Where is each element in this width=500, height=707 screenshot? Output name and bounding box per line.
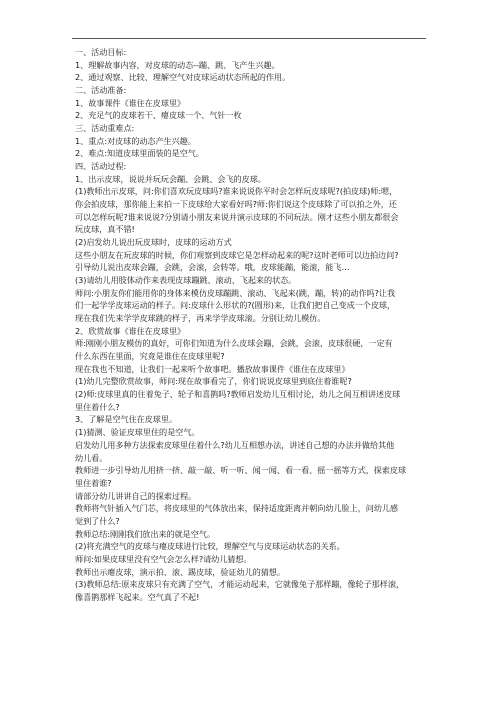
paragraph-line: 启发幼儿用多种方法探索皮球里住着什么?幼儿互相想办法，讲述自己想的办法并做给其他 xyxy=(75,439,395,450)
process-step-1: 1、出示皮球，说说并玩玩会蹦、会跳、会飞的皮球。 xyxy=(75,173,266,184)
paragraph-line: (2)启发幼儿说出玩皮球时，皮球的运动方式 xyxy=(75,237,232,248)
paragraph-line: 里住着谁? xyxy=(75,477,112,488)
key-point-2: 2、难点:知道皮球里面装的是空气。 xyxy=(75,148,204,159)
paragraph-line: (2)师:皮球里真的住着兔子、轮子和喜鹊吗?教师启发幼儿互相讨论，幼儿之间互相讲述皮球 xyxy=(75,389,401,400)
heading-objectives: 一、活动目标: xyxy=(75,47,127,57)
objective-1: 1、理解故事内容，对皮球的动态--蹦、跳、飞产生兴趣。 xyxy=(75,59,280,70)
paragraph-line: 引导幼儿说出皮球会蹦，会跳，会滚，会转等。哦，皮球能蹦，能滚，能飞… xyxy=(75,262,350,273)
paragraph-line: 师问:小朋友你们能用你的身体来模仿皮球蹦跳、滚动、飞起来(跳，蹦，转)的动作吗?让我 xyxy=(75,287,396,298)
paragraph-line: 可以怎样玩呢?谁来说说?分别请小朋友来说并演示皮球的不同玩法。刚才这些小朋友都很会 xyxy=(75,211,399,222)
heading-process: 四、活动过程: xyxy=(75,161,127,172)
paragraph-line: 请部分幼儿讲讲自己的探索过程。 xyxy=(75,490,197,501)
paragraph-line: 现在我们先来学学皮球跳的样子，再来学学皮球滚。分别让幼儿模仿。 xyxy=(75,313,326,324)
paragraph-line: 里住着什么? xyxy=(75,401,120,412)
paragraph-line: 教师总结:刚刚我们放出来的就是空气。 xyxy=(75,528,215,539)
paragraph-line: 你会拍皮球，那你能上来拍一下皮球给大家看好吗?师:你们说这个皮球除了可以拍之外，还 xyxy=(75,199,397,210)
paragraph-line: 师:刚刚小朋友模仿的真好，可你们知道为什么皮球会蹦，会跳，会滚，皮球很硬，一定有 xyxy=(75,338,393,349)
paragraph-line: (3)教师总结:原来皮球只有充满了空气，才能运动起来，它就像兔子那样蹦，像轮子那样滚， xyxy=(75,579,404,590)
paragraph-line: 幼儿看。 xyxy=(75,452,108,463)
objective-2: 2、通过观察、比较、理解空气对皮球运动状态所起的作用。 xyxy=(75,72,291,83)
paragraph-line: (3)请幼儿用肢体动作来表现皮球蹦跳、滚动、飞起来的状态。 xyxy=(75,275,297,286)
paragraph-line: 现在我也不知道，让我们一起来听个故事吧。播放故事课件《谁住在皮球里》 xyxy=(75,363,350,374)
paragraph-line: (1)猜测、验证皮球里住的是空气。 xyxy=(75,427,200,438)
process-step-2: 2、欣赏故事《谁住在皮球里》 xyxy=(75,325,186,336)
key-point-1: 1、重点:对皮球的动态产生兴趣。 xyxy=(75,135,196,146)
process-step-3: 3、了解是空气住在皮球里。 xyxy=(75,414,178,425)
paragraph-line: (1)教师出示皮球，问:你们喜欢玩皮球吗?谁来说说你平时会怎样玩皮球呢?(拍皮球)师:嗯， xyxy=(75,186,398,197)
paragraph-line: (2)将充满空气的皮球与瘪皮球进行比较，理解空气与皮球运动状态的关系。 xyxy=(75,541,345,552)
header-rule xyxy=(72,38,426,39)
paragraph-line: 什么东西在里面，究竟是谁住在皮球里呢? xyxy=(75,351,225,362)
preparation-1: 1、故事课件《谁住在皮球里》 xyxy=(75,97,186,108)
heading-preparation: 二、活动准备: xyxy=(75,85,127,96)
heading-key-points: 三、活动重难点: xyxy=(75,123,135,134)
paragraph-line: 教师进一步引导幼儿用挤一挤、敲一敲、听一听、闻一闻、看一看、摇一摇等方式，探索皮球 xyxy=(75,465,407,476)
preparation-2: 2、充足气的皮球若干、瘪皮球一个、气针一枚 xyxy=(75,110,242,121)
paragraph-line: 觉到了什么? xyxy=(75,515,120,526)
paragraph-line: 玩皮球，真不错! xyxy=(75,224,135,235)
paragraph-line: 师问:如果皮球里没有空气会怎么样?请幼儿猜想。 xyxy=(75,553,252,564)
paragraph-line: 们一起学学皮球运动的样子。问:皮球什么形状的?(圆形)来，让我们把自己变成一个皮球， xyxy=(75,300,396,311)
paragraph-line: (1)幼儿完整欣赏故事，师问:现在故事看完了，你们说说皮球里到底住着谁呢? xyxy=(75,376,352,387)
paragraph-line: 这些小朋友在玩皮球的时候，你们观察到皮球它是怎样动起来的呢?这时老师可以边拍边问? xyxy=(75,249,399,260)
paragraph-line: 教师出示瘪皮球，演示拍、滚、踢皮球，验证幼儿的猜想。 xyxy=(75,566,285,577)
paragraph-line: 教师将气针插入气门芯，将皮球里的气体放出来，保持适度距离并朝向幼儿脸上，问幼儿感 xyxy=(75,503,399,514)
paragraph-line: 像喜鹊那样飞起来。空气真了不起! xyxy=(75,591,200,602)
document-body xyxy=(75,46,427,604)
